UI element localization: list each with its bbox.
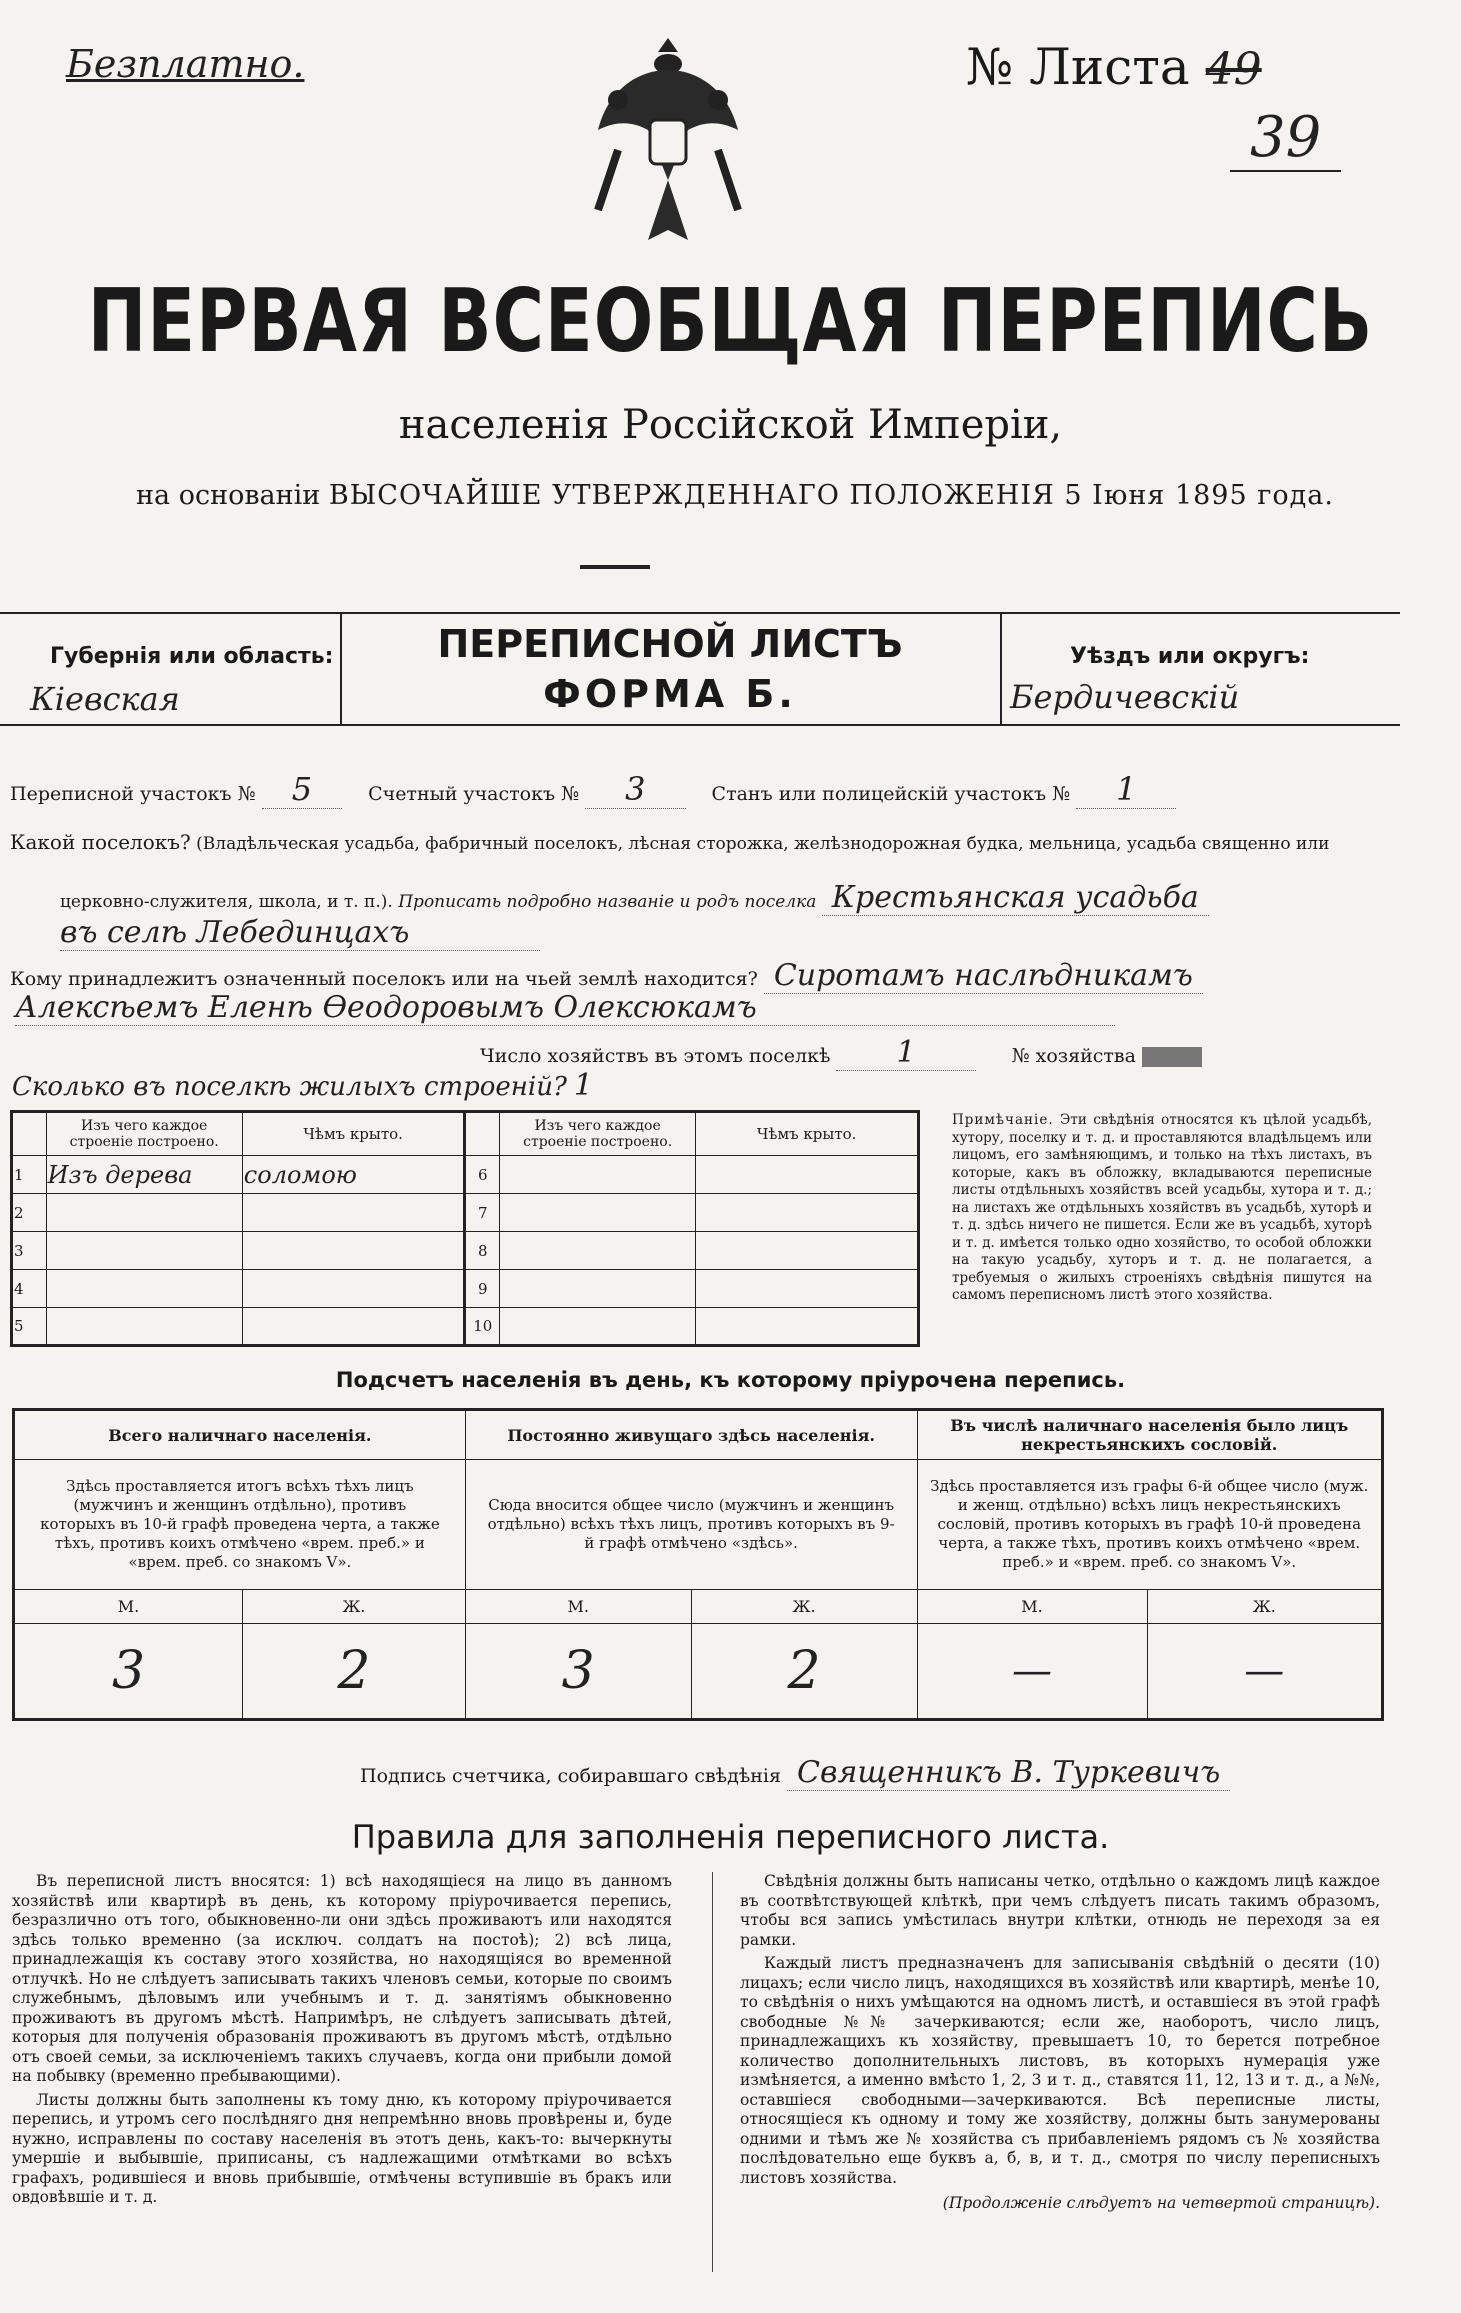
rules-divider [712, 1872, 713, 2272]
f-label: Ж. [242, 1590, 465, 1624]
sheet-number-label: № Листа [966, 38, 1190, 96]
basis-text: ВЫСОЧАЙШЕ УТВЕРЖДЕННАГО ПОЛОЖЕНІЯ 5 Іюня 1895 года. [328, 480, 1334, 511]
row-number: 3 [12, 1232, 47, 1270]
double-headed-eagle-icon [578, 30, 758, 260]
owner-line [10, 958, 1400, 993]
material-cell [500, 1156, 696, 1194]
household-no-redacted [1142, 1047, 1202, 1067]
f-label: Ж. [1147, 1590, 1382, 1624]
settlement-hint: (Владѣльческая усадьба, фабричный поселокъ, лѣсная сторожка, желѣзнодорожная будка, мельница, усадьба священно или [196, 834, 1330, 854]
nonpeasant-female-value: — [1147, 1624, 1382, 1720]
district-label: Уѣздъ или округъ: [1070, 644, 1310, 669]
present-male-value: 3 [14, 1624, 243, 1720]
rules-title: Правила для заполненія переписного листа. [351, 1818, 1110, 1856]
census-district-value: 5 [262, 770, 342, 809]
roof-cell [242, 1232, 465, 1270]
col-roof-left: Чѣмъ крыто. [242, 1112, 465, 1156]
rules-right [740, 1872, 1380, 2214]
row-number: 1 [12, 1156, 47, 1194]
roof-cell [696, 1308, 919, 1346]
population-title: Подсчетъ населенія въ день, къ которому пріурочена перепись. [335, 1368, 1126, 1392]
rules-left-paragraph: Листы должны быть заполнены къ тому дню, къ которому пріурочивается перепись, и утромъ сего послѣдняго дня непремѣнно вновь провѣрены и, буде нужно, исправлены по составу населенія въ этотъ день, какъ-то: вычеркнуты умершіе и выбывшіе, приписаны, съ надлежащими отмѣтками во всѣхъ графахъ, родившіеся и вновь прибывшіе, отмѣчены вступившіе въ бракъ или овдовѣвшіе и т. д. [12, 2090, 672, 2206]
province-label: Губернія или область: [50, 644, 334, 669]
table-row [12, 1194, 919, 1232]
roof-cell [242, 1194, 465, 1232]
rules-left-paragraph: Въ переписной листъ вносятся: 1) всѣ находящіеся на лицо въ данномъ хозяйствѣ или квартирѣ въ день, къ которому пріурочивается перепись, безразлично отъ того, обыкновенно-ли они здѣсь проживаютъ или находятся здѣсь только временно (за исключ. солдатъ на постоѣ); 2) всѣ лица, принадлежащія къ составу этого хозяйства, но находящіяся во временной отлучкѣ. Но не слѣдуетъ записывать такихъ членовъ семьи, которые по своимъ служебнымъ, дѣловымъ или учебнымъ и т. д. занятіямъ обыкновенно проживаютъ въ другомъ мѣстѣ. Напримѣръ, не слѣдуетъ записывать дѣтей, которыя для полученія образованія проживаютъ въ другомъ мѣстѣ, отдѣльно отъ своей семьи, за исключеніемъ такихъ случаевъ, когда они прибыли домой на побывку (временно пребывающими). [12, 1872, 672, 2085]
buildings-value: 1 [573, 1068, 593, 1103]
settlement-value: Крестьянская усадьба [822, 880, 1209, 916]
col-material-left: Изъ чего каждое строеніе построено. [46, 1112, 242, 1156]
signature-line [360, 1755, 1400, 1790]
page-title: ПЕРВАЯ ВСЕОБЩАЯ ПЕРЕПИСЬ [87, 269, 1374, 373]
roof-cell: соломою [242, 1156, 465, 1194]
roof-cell [696, 1156, 919, 1194]
material-cell [46, 1270, 242, 1308]
settlement-value-2: въ селѣ Лебединцахъ [60, 915, 540, 951]
m-label: М. [14, 1590, 243, 1624]
m-label: М. [465, 1590, 691, 1624]
basis-prefix: на основаніи [136, 480, 321, 511]
page-subtitle: населенія Россійской Имперіи, [398, 402, 1063, 448]
signature-value: Священникъ В. Туркевичъ [787, 1755, 1230, 1791]
nonpeasant-male-value: — [917, 1624, 1147, 1720]
rules-right-paragraph: Свѣдѣнія должны быть написаны четко, отдѣльно о каждомъ лицѣ каждое въ соотвѣтствующей клѣткѣ, при чемъ слѣдуетъ писать такимъ образомъ, чтобы вся запись умѣстилась внутри клѣтки, отнюдь не переходя за ея рамки. [740, 1872, 1380, 1949]
owner-value-2: Алексѣемъ Еленѣ Ѳеодоровымъ Олексюкамъ [15, 990, 1115, 1026]
form-title: ПЕРЕПИСНОЙ ЛИСТЪ [437, 622, 903, 666]
province-value: Кіевская [30, 680, 180, 718]
roof-cell [696, 1194, 919, 1232]
buildings-label: Сколько въ поселкѣ жилыхъ строеній? [12, 1072, 567, 1102]
col2-text: Сюда вносится общее число (мужчинъ и женщинъ отдѣльно) всѣхъ тѣхъ лицъ, противъ которыхъ въ 9-й графѣ отмѣчено «здѣсь». [465, 1460, 917, 1590]
population-table [12, 1408, 1384, 1721]
row-number: 6 [465, 1156, 500, 1194]
owner-value: Сиротамъ наслѣдникамъ [764, 958, 1203, 994]
row-number: 8 [465, 1232, 500, 1270]
owner-label: Кому принадлежитъ означенный поселокъ или на чьей землѣ находится? [10, 968, 758, 990]
material-cell [46, 1232, 242, 1270]
rules-left [12, 1872, 672, 2212]
table-row [12, 1156, 919, 1194]
m-label: М. [917, 1590, 1147, 1624]
districts-line [10, 770, 1400, 808]
roof-cell [242, 1308, 465, 1346]
material-cell [500, 1308, 696, 1346]
col3-text: Здѣсь проставляется изъ графы 6-й общее число (муж. и женщ. отдѣльно) всѣхъ лицъ некрестьянскихъ сословій, противъ которыхъ въ графѣ 10-й проведена черта, а также тѣхъ, противъ коихъ отмѣчено «врем. преб.» и «врем. преб. со знакомъ V». [917, 1460, 1382, 1590]
material-cell [46, 1194, 242, 1232]
table-row [12, 1308, 919, 1346]
counting-district-value: 3 [585, 770, 685, 809]
form-label: ФОРМА Б. [543, 672, 797, 716]
households-value: 1 [836, 1035, 975, 1071]
form-title-divider-right [1000, 614, 1002, 724]
sheet-number-value: 39 [1230, 105, 1341, 172]
roof-cell [242, 1270, 465, 1308]
buildings-table [10, 1110, 920, 1347]
col2-title: Постоянно живущаго здѣсь населенія. [465, 1410, 917, 1460]
table-row [12, 1232, 919, 1270]
stan-label: Станъ или полицейскій участокъ № [711, 783, 1071, 805]
sheet-number-crossed: 49 [1205, 44, 1262, 95]
row-number: 10 [465, 1308, 500, 1346]
free-label: Безплатно. [66, 42, 305, 86]
material-cell [500, 1232, 696, 1270]
sheet-number [966, 38, 1262, 96]
rules-continuation: (Продолженіе слѣдуетъ на четвертой страницѣ). [942, 2194, 1380, 2212]
note-title: Примѣчаніе. [952, 1112, 1054, 1128]
table-row [12, 1270, 919, 1308]
row-number: 7 [465, 1194, 500, 1232]
roof-cell [696, 1270, 919, 1308]
household-no-label: № хозяйства [1011, 1045, 1136, 1067]
roof-cell [696, 1232, 919, 1270]
census-district-label: Переписной участокъ № [10, 783, 256, 805]
settlement-hint-italic: Прописать подробно названіе и родъ поселка [398, 892, 817, 912]
col3-title: Въ числѣ наличнаго населенія было лицъ некрестьянскихъ сословій. [917, 1410, 1382, 1460]
note-text: Эти свѣдѣнія относятся къ цѣлой усадьбѣ, хутору, поселку и т. д. и проставляются владѣльцемъ или лицомъ, его замѣняющимъ, и только на тѣхъ листахъ, въ которые, какъ въ обложку, вкладываются переписные листы отдѣльныхъ хозяйствъ всей усадьбы, хутора и т. д.; на листахъ же отдѣльныхъ хозяйствъ въ усадьбѣ, хуторѣ и т. д. здѣсь ничего не пишется. Если же въ усадьбѣ, хуторѣ и т. д. имѣется только одно хозяйство, то особой обложки на такую усадьбу, хуторъ и т. д. не полагается, а требуемыя о жилыхъ строеніяхъ свѣдѣнія пишутся на самомъ переписномъ листѣ этого хозяйства. [952, 1112, 1372, 1303]
row-number: 2 [12, 1194, 47, 1232]
note [952, 1112, 1372, 1305]
settlement-line [10, 830, 1400, 854]
counting-district-label: Счетный участокъ № [368, 783, 580, 805]
households-label: Число хозяйствъ въ этомъ поселкѣ [480, 1045, 831, 1067]
settlement-label: Какой поселокъ? [10, 830, 191, 854]
material-cell [500, 1270, 696, 1308]
households-line [480, 1035, 1400, 1070]
material-cell [46, 1308, 242, 1346]
row-number: 4 [12, 1270, 47, 1308]
settlement-hint-2: церковно-служителя, школа, и т. п.). [60, 892, 393, 912]
basis-line [70, 480, 1400, 511]
stan-value: 1 [1076, 770, 1176, 809]
col1-text: Здѣсь проставляется итогъ всѣхъ тѣхъ лицъ (мужчинъ и женщинъ отдѣльно), противъ которыхъ въ 10-й графѣ проведена черта, а также тѣхъ, противъ коихъ отмѣчено «врем. преб.» и «врем. преб. со знакомъ V». [14, 1460, 466, 1590]
f-label: Ж. [691, 1590, 917, 1624]
divider [580, 565, 650, 569]
col-material-right: Изъ чего каждое строеніе построено. [500, 1112, 696, 1156]
form-header-box [0, 612, 1400, 726]
resident-male-value: 3 [465, 1624, 691, 1720]
row-number: 9 [465, 1270, 500, 1308]
present-female-value: 2 [242, 1624, 465, 1720]
settlement-line-2 [60, 880, 1400, 915]
col1-title: Всего наличнаго населенія. [14, 1410, 466, 1460]
district-value: Бердичевскій [1010, 678, 1240, 716]
material-cell [500, 1194, 696, 1232]
resident-female-value: 2 [691, 1624, 917, 1720]
col-roof-right: Чѣмъ крыто. [696, 1112, 919, 1156]
buildings-line [12, 1068, 593, 1103]
row-number: 5 [12, 1308, 47, 1346]
signature-label: Подпись счетчика, собиравшаго свѣдѣнія [360, 1765, 781, 1787]
material-cell: Изъ дерева [46, 1156, 242, 1194]
rules-right-paragraph: Каждый листъ предназначенъ для записыванія свѣдѣній о десяти (10) лицахъ; если число лицъ, находящихся въ хозяйствѣ или квартирѣ, менѣе 10, то свѣдѣнія о нихъ умѣщаются на одномъ листѣ, и оставшіеся въ этой графѣ свободные №№ зачеркиваются; если же, наоборотъ, число лицъ, принадлежащихъ къ хозяйству, превышаетъ 10, то берется потребное количество дополнительныхъ листовъ, въ которыхъ нумерація уже измѣняется, а именно вмѣсто 1, 2, 3 и т. д., ставятся 11, 12, 13 и т. д., а №№, оставшіеся свободными—зачеркиваются. Всѣ переписные листы, относящіеся къ одному и тому же хозяйству, должны быть занумерованы одними и тѣмъ же № хозяйства съ прибавленіемъ рядомъ съ № хозяйства послѣдовательно еще буквъ а, б, в, и т. д., смотря по числу переписныхъ листовъ хозяйства. [740, 1954, 1380, 2187]
